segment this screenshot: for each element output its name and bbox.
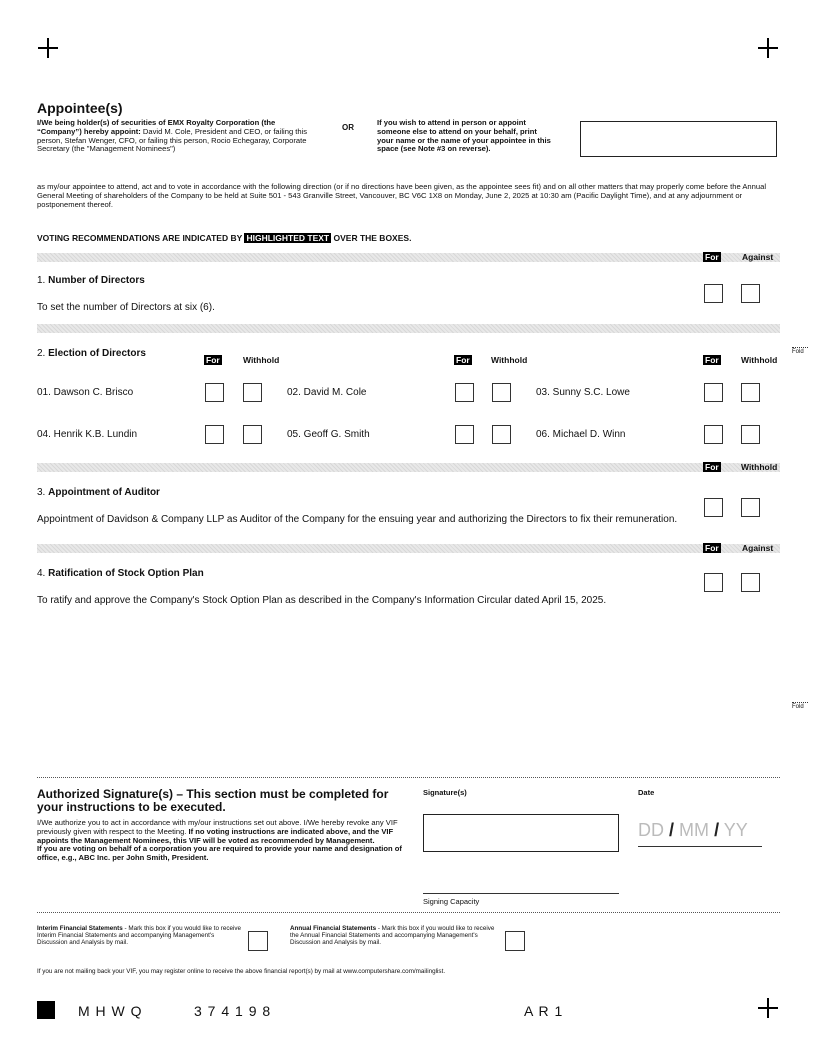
signature-body-c: If you are voting on behalf of a corporation you are required to provide your name and designation of office, e.g., ABC Inc. per John Smith, President. [37,844,402,863]
for-header-col1: For [206,355,220,365]
rec-highlight: HIGHLIGHTED TEXT [246,233,330,243]
voting-recommendation [37,233,411,243]
item4-heading [37,568,204,579]
date-input[interactable] [638,820,748,841]
signing-capacity-line[interactable] [423,893,619,894]
footer-code-2: 3 7 4 1 9 8 [194,1003,272,1019]
item4-for-checkbox[interactable] [704,573,723,592]
director-4-withhold-checkbox[interactable] [243,425,262,444]
date-underline [638,846,762,847]
section-band-1 [37,253,780,262]
item3-num: 3. [37,487,46,498]
registration-mark-bottom-right [758,998,778,1018]
interim-statements-checkbox[interactable] [248,931,268,951]
annual-rest: - Mark this box if you would like to receive the Annual Financial Statements and accompanying Management's Discussion and Analysis by mail. [290,925,495,947]
date-slash-2: / [714,820,720,840]
withhold-header-col2: Withhold [491,355,528,365]
item4-desc: To ratify and approve the Company's Stock Option Plan as described in the Company's Information Circular dated April 15, 2025. [37,595,607,606]
signature-body-a: I/We authorize you to act in accordance with my/our instructions set out above. I/We hereby revoke any VIF previously given with respect to the Meeting. [37,818,398,836]
director-3: 03. Sunny S.C. Lowe [536,387,630,398]
withhold-header-col3: Withhold [741,355,778,365]
signature-label: Signature(s) [423,788,467,797]
withhold-header-3: Withhold [741,462,778,472]
mailing-list-note: If you are not mailing back your VIF, you may register online to receive the above financial report(s) by mail at www.computershare.com/mailinglist. [37,968,446,975]
item4-against-checkbox[interactable] [741,573,760,592]
for-header-3: For [705,462,719,472]
item3-withhold-checkbox[interactable] [741,498,760,517]
for-header-4: For [705,543,719,553]
appointee-intro [37,119,319,154]
item1-for-checkbox[interactable] [704,284,723,303]
fold-mark-1: Fold [792,349,804,355]
director-3-for-checkbox[interactable] [704,383,723,402]
item2-num: 2. [37,348,46,359]
director-1-for-checkbox[interactable] [205,383,224,402]
interim-rest: - Mark this box if you would like to receive Interim Financial Statements and accompanying Management's Discussion and Analysis by mail. [37,925,242,947]
director-6-for-checkbox[interactable] [704,425,723,444]
date-slash-1: / [669,820,675,840]
appointee-name-input[interactable] [580,121,777,157]
appointee-intro-bold: I/We being holder(s) of securities of EMX Royalty Corporation (the “Company”) hereby appoint: [37,118,276,136]
annual-statement-text [290,925,495,947]
director-5-withhold-checkbox[interactable] [492,425,511,444]
section-band-2 [37,324,780,333]
for-header-1: For [705,252,719,262]
item1-num: 1. [37,275,46,286]
item2-heading [37,348,146,359]
signature-body-b: If no voting instructions are indicated above, and the VIF appoints the Management Nominees, this VIF will be voted as recommended by Management. [37,826,394,845]
date-mm: MM [679,820,710,840]
rec-suffix: OVER THE BOXES. [333,233,412,243]
item3-for-checkbox[interactable] [704,498,723,517]
annual-statements-checkbox[interactable] [505,931,525,951]
footer-code-3: A R 1 [524,1003,564,1019]
signature-input[interactable] [423,814,619,852]
date-label: Date [638,788,655,797]
interim-statement-text [37,925,242,947]
for-header-col2: For [456,355,470,365]
for-header-col3: For [705,355,719,365]
rec-prefix: VOTING RECOMMENDATIONS ARE INDICATED BY [37,233,243,243]
interim-bold: Interim Financial Statements [37,925,123,932]
annual-bold: Annual Financial Statements [290,925,377,932]
director-6: 06. Michael D. Winn [536,429,626,440]
item1-title: Number of Directors [48,275,145,286]
or-label: OR [342,123,354,132]
against-header-4: Against [742,543,774,553]
section-band-4 [37,544,780,553]
section-band-3 [37,463,780,472]
director-4: 04. Henrik K.B. Lundin [37,429,138,440]
director-4-for-checkbox[interactable] [205,425,224,444]
director-5: 05. Geoff G. Smith [287,429,370,440]
financial-divider [37,912,780,913]
appointee-direction-text: as my/our appointee to attend, act and to vote in accordance with the following direction (or if no directions have been given, as the appointee sees fit) and on all other matters that may properly come before the Annual General Meeting of shareholders of the Company to be held at Suite 501 - 543 Granville Street, Vancouver, BC V6C 1X8 on Monday, June 2, 2025 at 10:30 am (Pacific Daylight Time), and at any adjournment or postponement thereof. [37,182,767,209]
director-2: 02. David M. Cole [287,387,367,398]
registration-mark-top-right [758,38,778,58]
item4-title: Ratification of Stock Option Plan [48,568,204,579]
item1-against-checkbox[interactable] [741,284,760,303]
against-header-1: Against [742,252,774,262]
item3-desc: Appointment of Davidson & Company LLP as Auditor of the Company for the ensuing year and authorizing the Directors to fix their remuneration. [37,514,678,525]
registration-mark-top-left [38,38,58,58]
item1-heading [37,275,145,286]
item3-title: Appointment of Auditor [48,487,160,498]
date-yy: YY [723,820,748,840]
director-1-withhold-checkbox[interactable] [243,383,262,402]
item2-title: Election of Directors [48,348,146,359]
appointee-title: Appointee(s) [37,100,123,116]
director-2-for-checkbox[interactable] [455,383,474,402]
signature-body [37,819,407,863]
director-2-withhold-checkbox[interactable] [492,383,511,402]
signature-title: Authorized Signature(s) – This section must be completed for your instructions to be executed. [37,787,389,814]
item1-desc: To set the number of Directors at six (6). [37,302,215,313]
withhold-header-col1: Withhold [243,355,280,365]
footer-black-square [37,1001,55,1019]
director-6-withhold-checkbox[interactable] [741,425,760,444]
appointee-intro-rest: David M. Cole, President and CEO, or failing this person, Stefan Wenger, CFO, or failing this person, Rocio Echegaray, Corporate Secretary (the "Management Nominees") [37,126,308,154]
signing-capacity-label: Signing Capacity [423,897,480,906]
attend-instructions: If you wish to attend in person or appoint someone else to attend on your behalf, print your name or the name of your appointee in this space (see Note #3 on reverse). [377,118,551,154]
item4-num: 4. [37,568,46,579]
director-1: 01. Dawson C. Brisco [37,387,134,398]
item3-heading [37,487,160,498]
fold-mark-2: Fold [792,704,804,710]
director-3-withhold-checkbox[interactable] [741,383,760,402]
footer-code-1: M H W Q [78,1003,143,1019]
signature-divider [37,777,780,778]
director-5-for-checkbox[interactable] [455,425,474,444]
date-dd: DD [638,820,664,840]
